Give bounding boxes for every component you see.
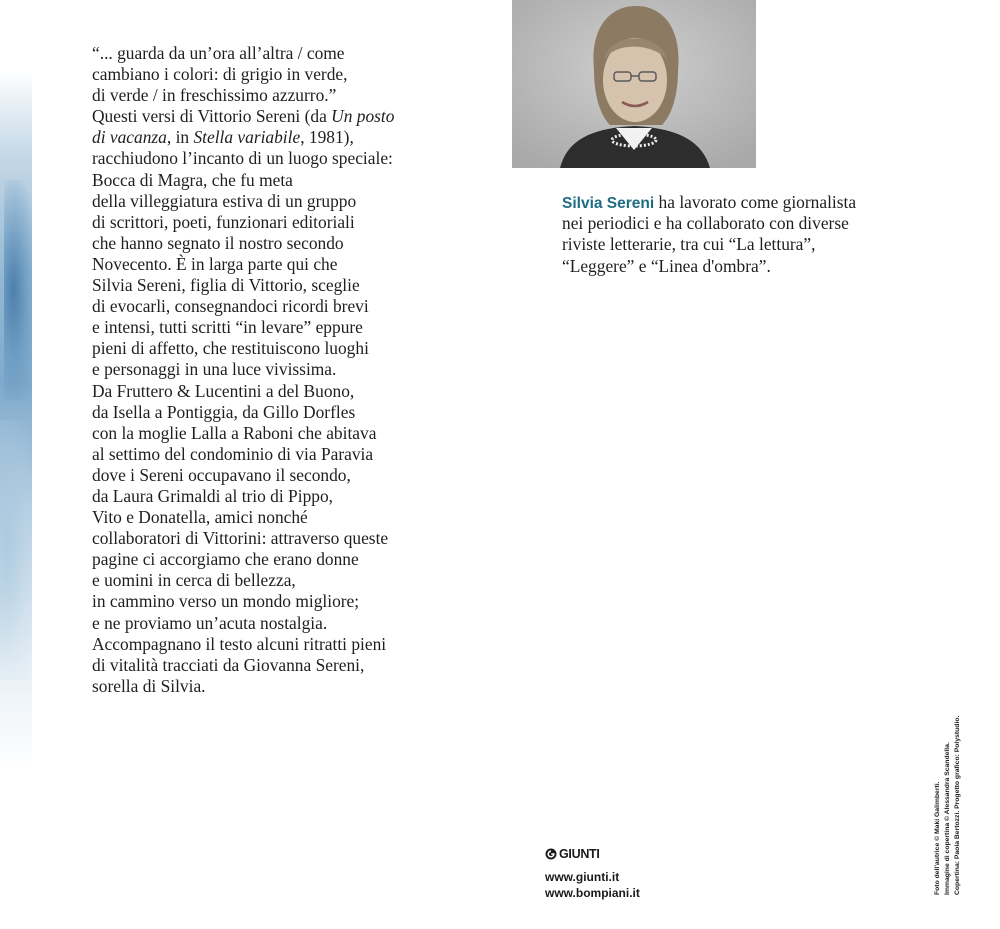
blurb-line — [92, 423, 437, 444]
author-name: Silvia Sereni — [562, 195, 655, 212]
author-bio-line — [562, 192, 922, 213]
blurb-line — [92, 233, 437, 254]
blurb-line — [92, 191, 437, 212]
author-photo — [512, 0, 756, 168]
blurb-line — [92, 634, 437, 655]
blurb-line — [92, 254, 437, 275]
blurb-segment: Bocca di Magra, che fu meta — [92, 169, 293, 190]
blurb-segment: che hanno segnato il nostro secondo — [92, 232, 344, 253]
author-bio-line: riviste letterarie, tra cui “La lettura”, — [562, 234, 816, 255]
blurb-line — [92, 296, 437, 317]
author-bio-line: nei periodici e ha collaborato con diverse — [562, 213, 849, 234]
blurb-line — [92, 338, 437, 359]
blurb-line — [92, 655, 437, 676]
blurb-line — [92, 444, 437, 465]
blurb-segment: da Isella a Pontiggia, da Gillo Dorfles — [92, 401, 356, 422]
blurb-segment: e personaggi in una luce vivissima. — [92, 359, 337, 380]
blurb-line — [92, 402, 437, 423]
blurb-segment: Questi versi di Vittorio Sereni (da — [92, 106, 332, 127]
publisher-logo-text: GIUNTI — [559, 847, 600, 861]
blurb-segment: pieni di affetto, che restituiscono luoghi — [92, 338, 369, 359]
blurb-segment: Novecento. È in larga parte qui che — [92, 253, 338, 274]
blurb-line — [92, 317, 437, 338]
blurb-line — [92, 170, 437, 191]
blurb-segment: e ne proviamo un’acuta nostalgia. — [92, 612, 328, 633]
blurb-segment: di vitalità tracciati da Giovanna Sereni, — [92, 654, 365, 675]
blurb-segment: collaboratori di Vittorini: attraverso queste — [92, 528, 389, 549]
watercolor-edge-decoration — [0, 0, 32, 929]
blurb-segment: al settimo del condominio di via Paravia — [92, 443, 374, 464]
blurb-line — [92, 106, 437, 127]
author-bio — [562, 192, 922, 277]
credits-text — [933, 715, 973, 895]
blurb-line — [92, 591, 437, 612]
blurb-line — [92, 127, 437, 148]
blurb-segment: di scrittori, poeti, funzionari editoriali — [92, 211, 355, 232]
blurb-line — [92, 85, 437, 106]
blurb-segment: Silvia Sereni, figlia di Vittorio, sceglie — [92, 275, 360, 296]
blurb-segment: “... guarda da un’ora all’altra / come — [92, 43, 345, 63]
blurb-title-italic: Un posto — [331, 106, 395, 127]
photo-credit: Foto dell'autrice © Maki Galimberti. — [934, 781, 941, 895]
blurb-segment: , 1981), — [300, 127, 354, 148]
blurb-segment: dove i Sereni occupavano il secondo, — [92, 464, 351, 485]
blurb-line — [92, 507, 437, 528]
blurb-line — [92, 275, 437, 296]
cover-image-credit: Immagine di copertina © Alessandra Scandella. — [944, 742, 951, 895]
blurb-line — [92, 528, 437, 549]
blurb-segment: di evocarli, consegnandoci ricordi brevi — [92, 296, 369, 317]
blurb-segment: con la moglie Lalla a Raboni che abitava — [92, 422, 377, 443]
blurb-title-italic: Stella variabile — [193, 127, 301, 148]
blurb-segment: e intensi, tutti scritti “in levare” eppure — [92, 317, 363, 338]
blurb-segment: da Laura Grimaldi al trio di Pippo, — [92, 485, 333, 506]
blurb-segment: della villeggiatura estiva di un gruppo — [92, 190, 357, 211]
blurb-segment: cambiano i colori: di grigio in verde, — [92, 64, 348, 85]
blurb-line — [92, 148, 437, 169]
blurb-line — [92, 359, 437, 380]
blurb-segment: in cammino verso un mondo migliore; — [92, 591, 360, 612]
blurb-segment: Accompagnano il testo alcuni ritratti pieni — [92, 633, 387, 654]
blurb-line — [92, 212, 437, 233]
blurb-segment: Vito e Donatella, amici nonché — [92, 507, 308, 528]
blurb-segment: , in — [166, 127, 194, 148]
giunti-link[interactable]: www.giunti.it — [545, 870, 620, 884]
blurb-line — [92, 43, 437, 64]
blurb-line — [92, 676, 437, 697]
blurb-segment: di verde / in freschissimo azzurro.” — [92, 85, 337, 106]
blurb-line — [92, 465, 437, 486]
publisher-block — [545, 846, 640, 901]
blurb-line — [92, 486, 437, 507]
publisher-logo — [545, 846, 640, 862]
blurb-text — [92, 43, 437, 697]
blurb-line — [92, 381, 437, 402]
blurb-line — [92, 570, 437, 591]
giunti-logo-icon — [545, 848, 557, 860]
blurb-line — [92, 613, 437, 634]
bompiani-link[interactable]: www.bompiani.it — [545, 885, 640, 900]
blurb-segment: e uomini in cerca di bellezza, — [92, 570, 296, 591]
blurb-segment: pagine ci accorgiamo che erano donne — [92, 549, 359, 570]
blurb-line — [92, 549, 437, 570]
design-credit: Copertina: Paola Bertozzi. Progetto grafico: Polystudio. — [954, 715, 961, 895]
blurb-segment: racchiudono l’incanto di un luogo speciale: — [92, 148, 393, 169]
author-bio-first: ha lavorato come giornalista — [654, 192, 857, 212]
blurb-title-italic: di vacanza — [92, 127, 167, 148]
author-bio-line: “Leggere” e “Linea d'ombra”. — [562, 255, 771, 276]
blurb-line — [92, 64, 437, 85]
blurb-segment: Da Fruttero & Lucentini a del Buono, — [92, 380, 355, 401]
blurb-segment: sorella di Silvia. — [92, 675, 206, 696]
